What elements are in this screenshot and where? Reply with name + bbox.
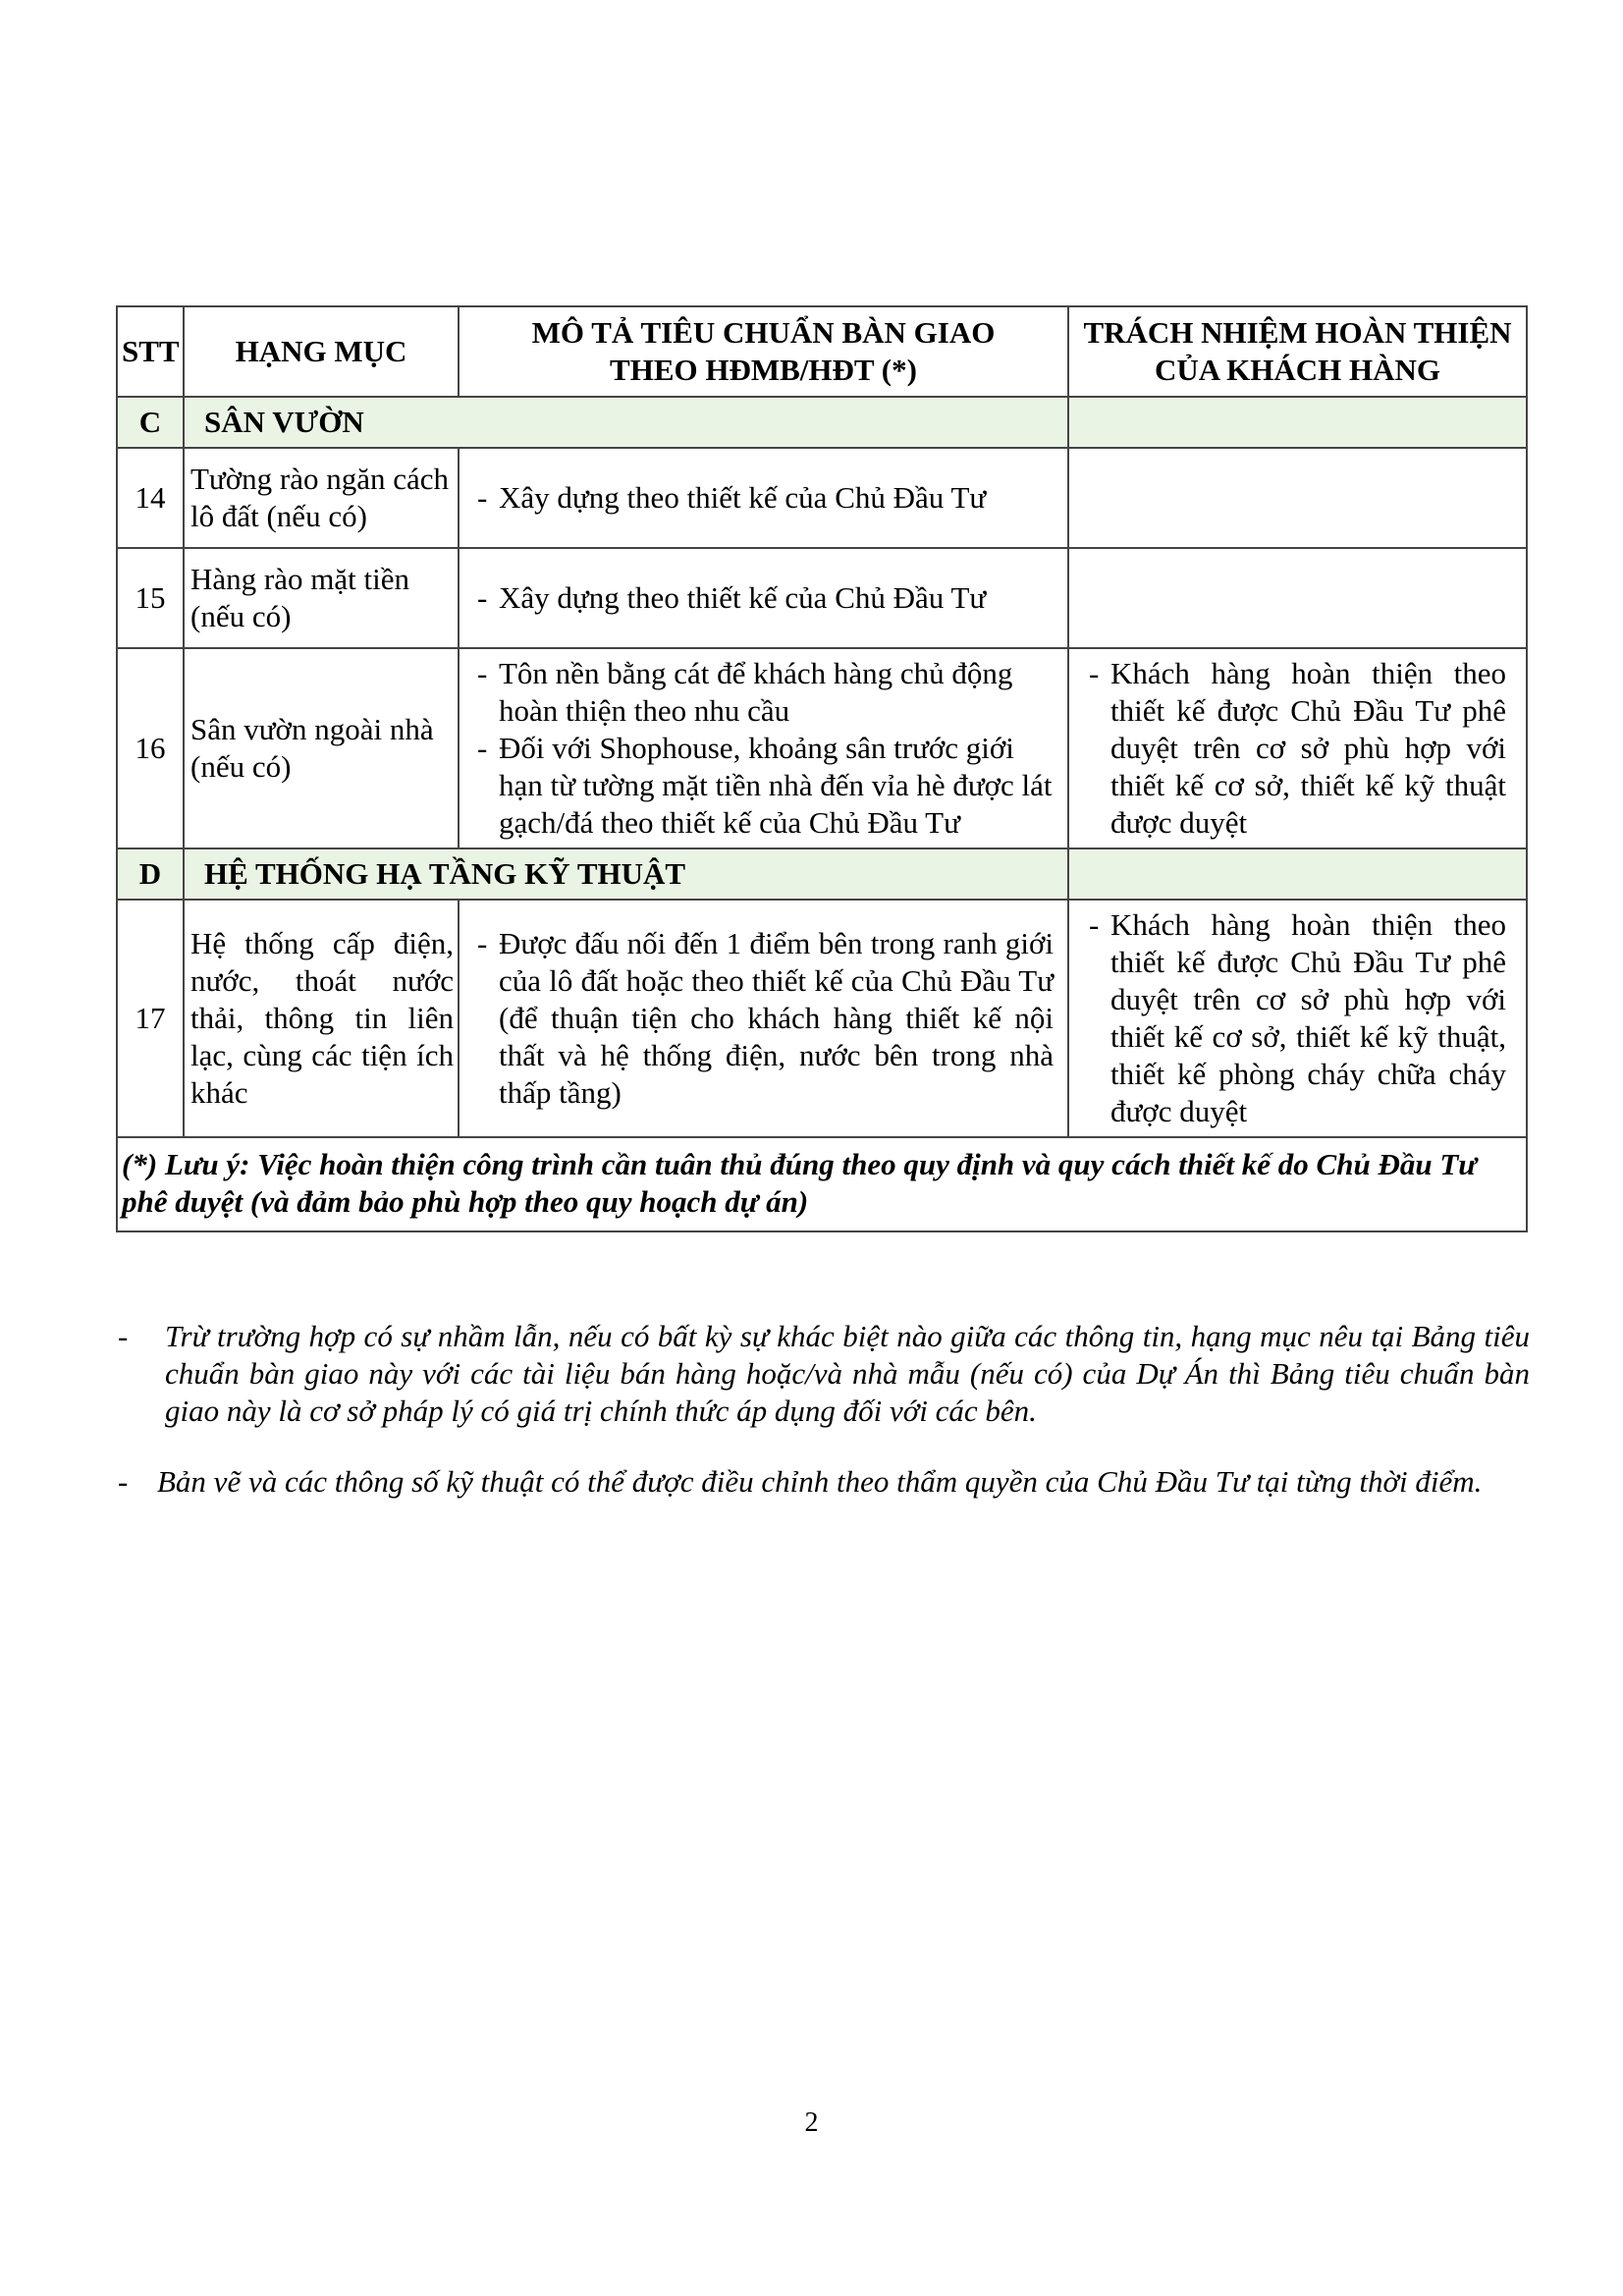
table-row [117,648,1527,848]
header-description: MÔ TẢ TIÊU CHUẨN BÀN GIAO THEO HĐMB/HĐT (*) [459,306,1068,397]
section-d-letter: D [117,848,184,900]
table-note: (*) Lưu ý: Việc hoàn thiện công trình cần tuân thủ đúng theo quy định và quy cách thiết kế do Chủ Đầu Tư phê duyệt (và đảm bảo phù hợp theo quy hoạch dự án) [117,1137,1527,1231]
row-number: 15 [117,548,184,648]
row-number: 17 [117,900,184,1137]
page-number: 2 [804,2107,819,2138]
row-number: 16 [117,648,184,848]
header-stt: STT [117,306,184,397]
handover-standard-table [116,305,1528,1232]
section-c-letter: C [117,397,184,448]
footer-notes [116,1318,1530,1534]
row-number: 14 [117,448,184,548]
row-item: Tường rào ngăn cách lô đất (nếu có) [184,448,459,548]
table-row [117,548,1527,648]
section-c-row [117,397,1527,448]
table-header-row [117,306,1527,397]
table-row [117,900,1527,1137]
section-d-row [117,848,1527,900]
row-responsibility: - Khách hàng hoàn thiện theo thiết kế được Chủ Đầu Tư phê duyệt trên cơ sở phù hợp với thiết kế cơ sở, thiết kế kỹ thuật được duyệt [1068,648,1527,848]
row-item: Sân vườn ngoài nhà (nếu có) [184,648,459,848]
header-item: HẠNG MỤC [184,306,459,397]
row-description: - Được đấu nối đến 1 điểm bên trong ranh giới của lô đất hoặc theo thiết kế của Chủ Đầu Tư (để thuận tiện cho khách hàng thiết kế nội thất và hệ thống điện, nước bên trong nhà thấp tầng) [459,900,1068,1137]
row-responsibility [1068,448,1527,548]
row-item: Hàng rào mặt tiền (nếu có) [184,548,459,648]
row-description: - Xây dựng theo thiết kế của Chủ Đầu Tư [459,448,1068,548]
section-c-title: SÂN VƯỜN [184,397,1068,448]
header-responsibility: TRÁCH NHIỆM HOÀN THIỆN CỦA KHÁCH HÀNG [1068,306,1527,397]
row-item: Hệ thống cấp điện, nước, thoát nước thải, thông tin liên lạc, cùng các tiện ích khác [184,900,459,1137]
section-d-title: HỆ THỐNG HẠ TẦNG KỸ THUẬT [184,848,1068,900]
table-row [117,448,1527,548]
row-responsibility: - Khách hàng hoàn thiện theo thiết kế được Chủ Đầu Tư phê duyệt trên cơ sở phù hợp với thiết kế cơ sở, thiết kế kỹ thuật, thiết kế phòng cháy chữa cháy được duyệt [1068,900,1527,1137]
list-item: - Bản vẽ và các thông số kỹ thuật có thể được điều chỉnh theo thẩm quyền của Chủ Đầu Tư tại từng thời điểm. [118,1464,1483,1499]
note-row [117,1137,1527,1231]
list-item: - Trừ trường hợp có sự nhầm lẫn, nếu có bất kỳ sự khác biệt nào giữa các thông tin, hạng mục nêu tại Bảng tiêu chuẩn bàn giao này với các tài liệu bán hàng hoặc/và nhà mẫu (nếu có) của Dự Án thì Bảng tiêu chuẩn bàn giao này là cơ sở pháp lý có giá trị chính thức áp dụng đối với các bên. [118,1319,1530,1428]
row-description: - Xây dựng theo thiết kế của Chủ Đầu Tư [459,548,1068,648]
row-responsibility [1068,548,1527,648]
row-description: - Tôn nền bằng cát để khách hàng chủ động hoàn thiện theo nhu cầu - Đối với Shophouse, khoảng sân trước giới hạn từ tường mặt tiền nhà đến vỉa hè được lát gạch/đá theo thiết kế của Chủ Đầu Tư [459,648,1068,848]
